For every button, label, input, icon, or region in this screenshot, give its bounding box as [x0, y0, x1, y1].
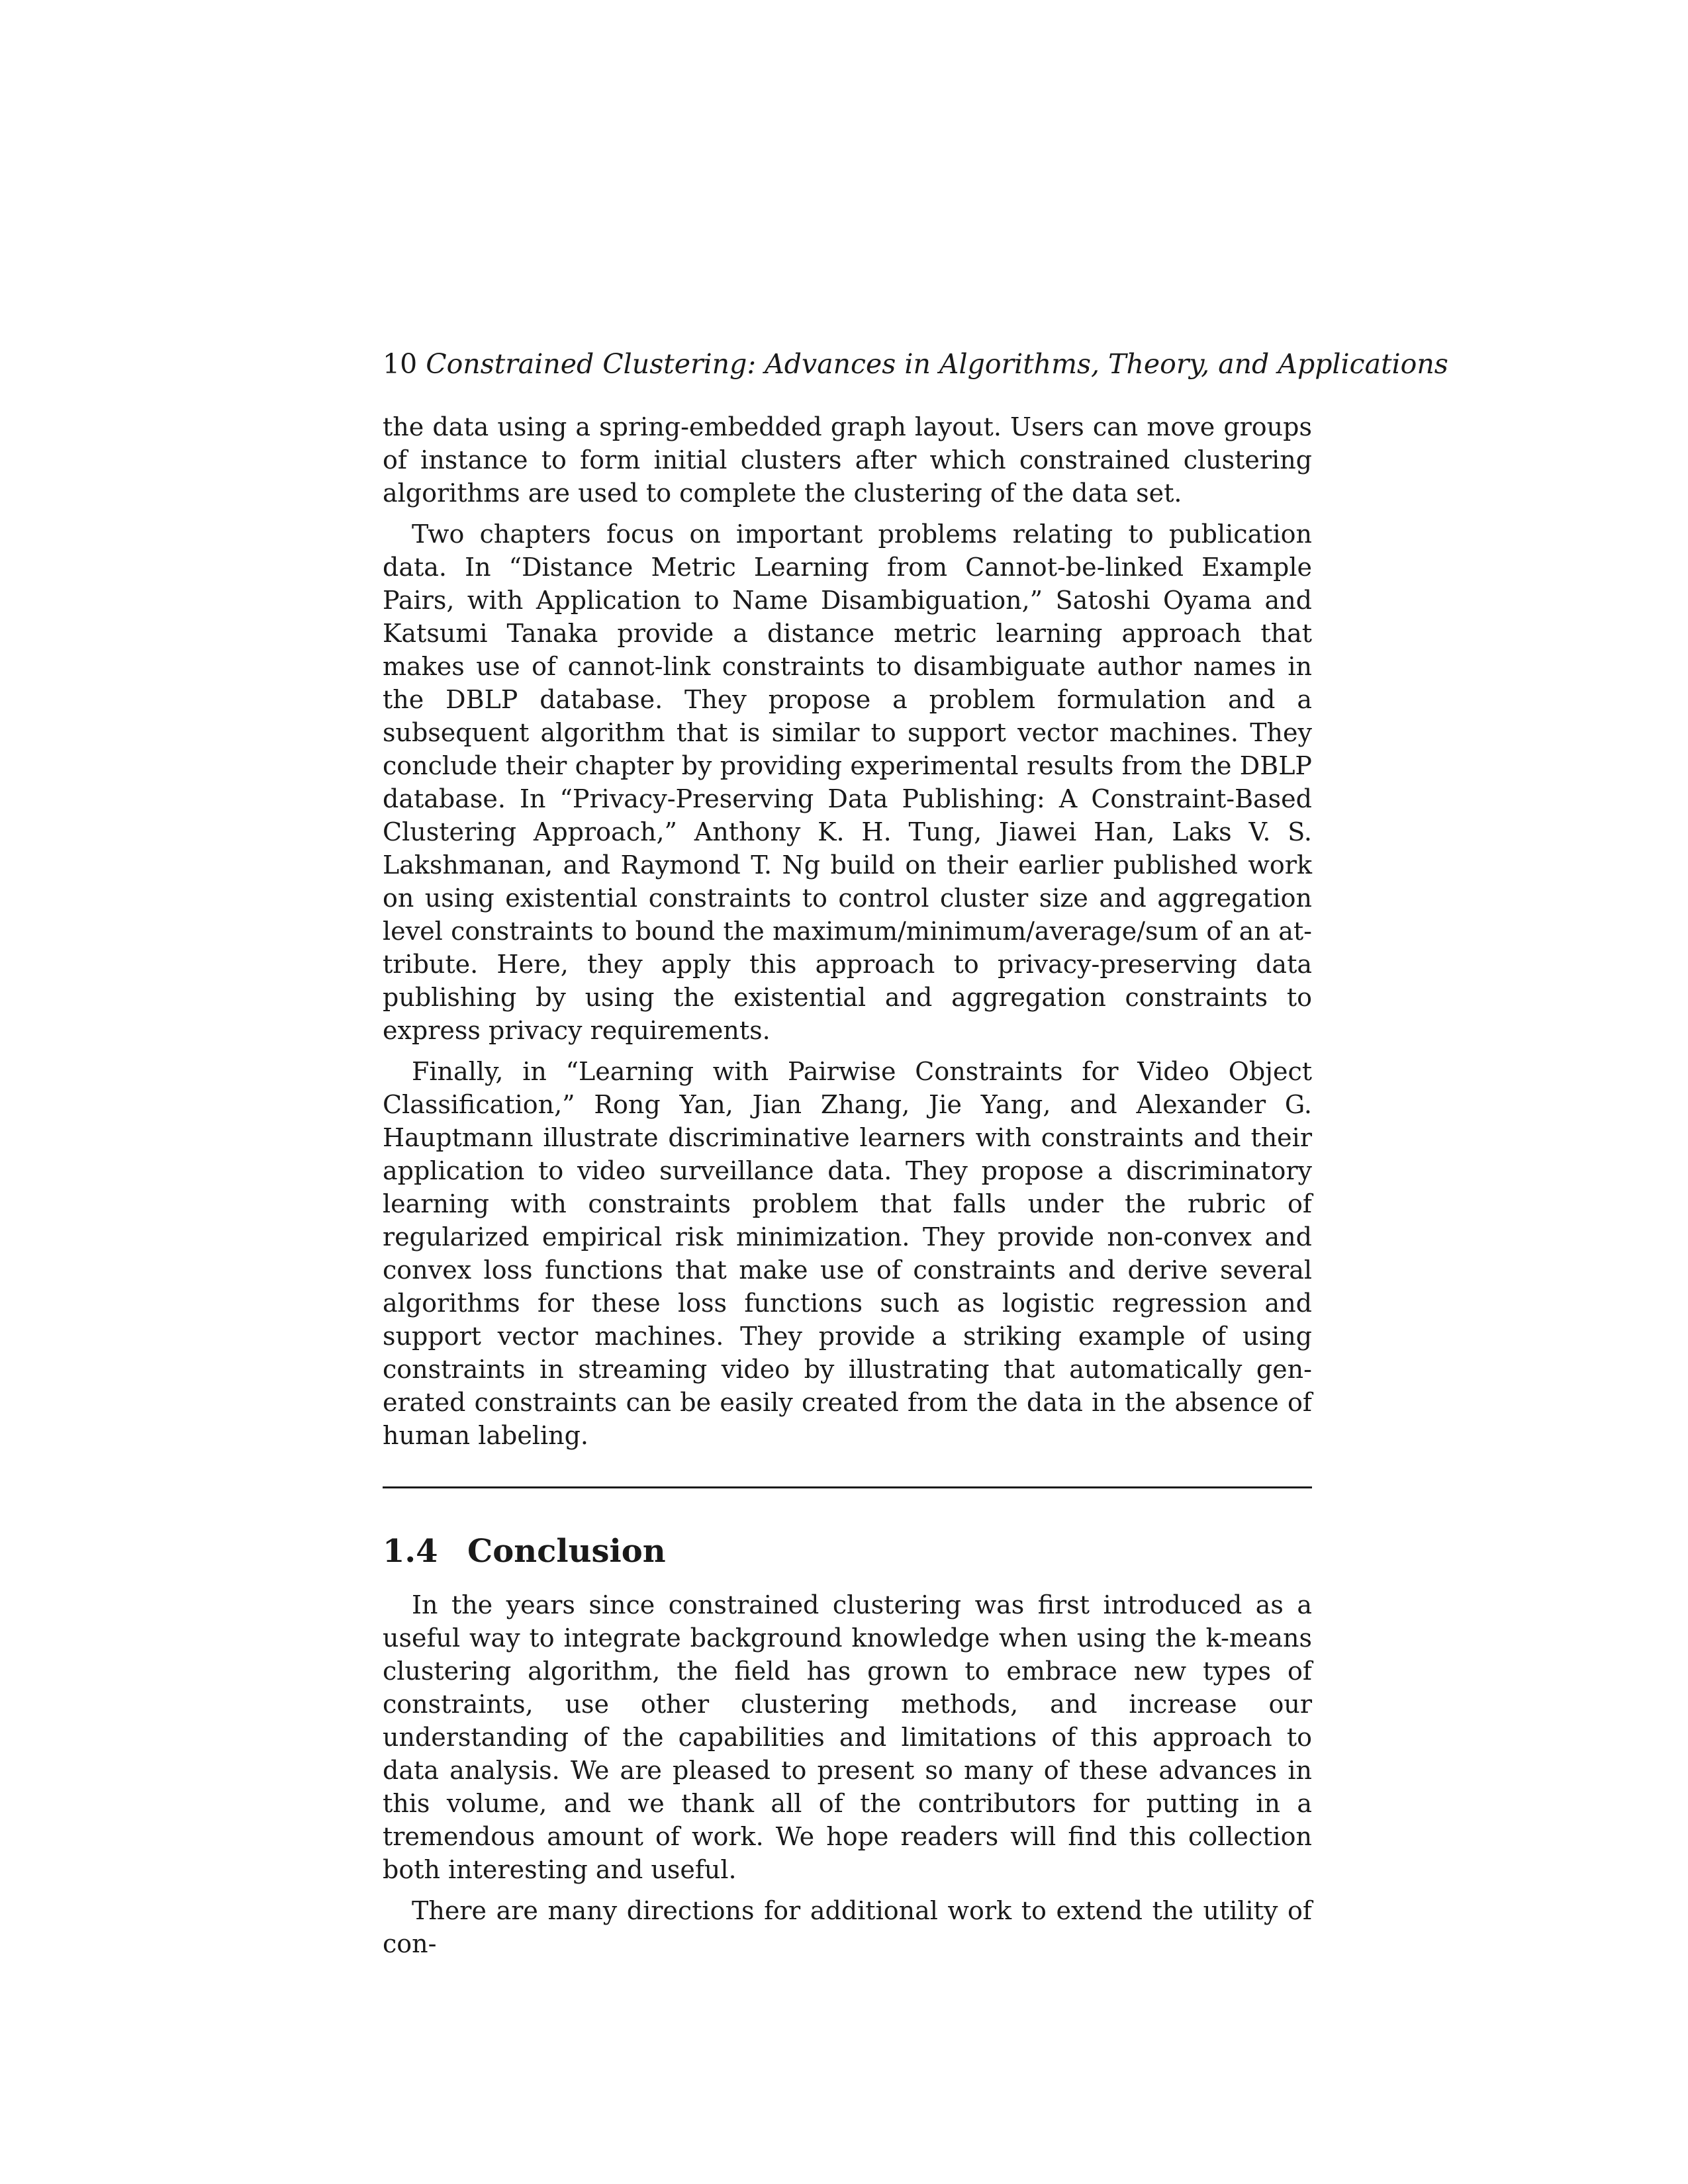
paragraph-continuation: the data using a spring-embedded graph layout. Users can move groups of instance to form initial clusters after which constrained clustering algorithms are used to complete the clustering of the data set.: [383, 412, 1312, 508]
running-head: [383, 344, 1448, 384]
page-number: 10: [383, 348, 418, 380]
body-text-top: [383, 410, 1312, 1460]
section-divider: [383, 1486, 1312, 1488]
section-number: 1.4: [383, 1533, 438, 1570]
paragraph-video-chapter: Finally, in “Learning with Pairwise Constraints for Video Object Classification,” Rong Yan, Jian Zhang, Jie Yang, and Alexander G. Hauptmann illustrate discriminative learners with constraints and their application to video surveillance data. They propose a discriminatory learning with constraints problem that falls under the rubric of regularized empirical risk minimization. They provide non-convex and convex loss functions that make use of constraints and derive several algorithms for these loss functions such as logistic regression and support vector machines. They provide a striking example of using constraints in streaming video by illustrating that automatically generated constraints can be easily created from the data in the absence of human labeling.: [383, 1057, 1312, 1450]
section-title: Conclusion: [467, 1533, 666, 1570]
section-heading: [383, 1531, 666, 1571]
book-title: Constrained Clustering: Advances in Algorithms, Theory, and Applications: [426, 348, 1448, 380]
body-text-bottom: [383, 1588, 1312, 1968]
paragraph-publication-chapters: Two chapters focus on important problems relating to publication data. In “Distance Metric Learning from Cannot-be-linked Example Pairs, with Application to Name Disambiguation,” Satoshi Oyama and Katsumi Tanaka provide a distance metric learning approach that makes use of cannot-link constraints to disambiguate author names in the DBLP database. They propose a problem formulation and a subsequent algorithm that is similar to support vector machines. They conclude their chapter by providing experimental results from the DBLP database. In “Privacy-Preserving Data Publishing: A Constraint-Based Clustering Approach,” Anthony K. H. Tung, Jiawei Han, Laks V. S. Lakshmanan, and Raymond T. Ng build on their earlier published work on using existential constraints to control cluster size and aggregation level constraints to bound the maximum/minimum/average/sum of an attribute. Here, they apply this approach to privacy-preserving data publishing by using the existential and aggregation constraints to express privacy requirements.: [383, 520, 1312, 1045]
paragraph-future-work: There are many directions for additional work to extend the utility of con-: [383, 1896, 1312, 1958]
paragraph-conclusion: In the years since constrained clustering was first introduced as a useful way to integrate background knowledge when using the k-means clustering algorithm, the field has grown to embrace new types of constraints, use other clustering methods, and increase our understanding of the capabilities and limitations of this approach to data analysis. We are pleased to present so many of these advances in this volume, and we thank all of the contributors for putting in a tremendous amount of work. We hope readers will find this collection both interesting and useful.: [383, 1590, 1312, 1884]
